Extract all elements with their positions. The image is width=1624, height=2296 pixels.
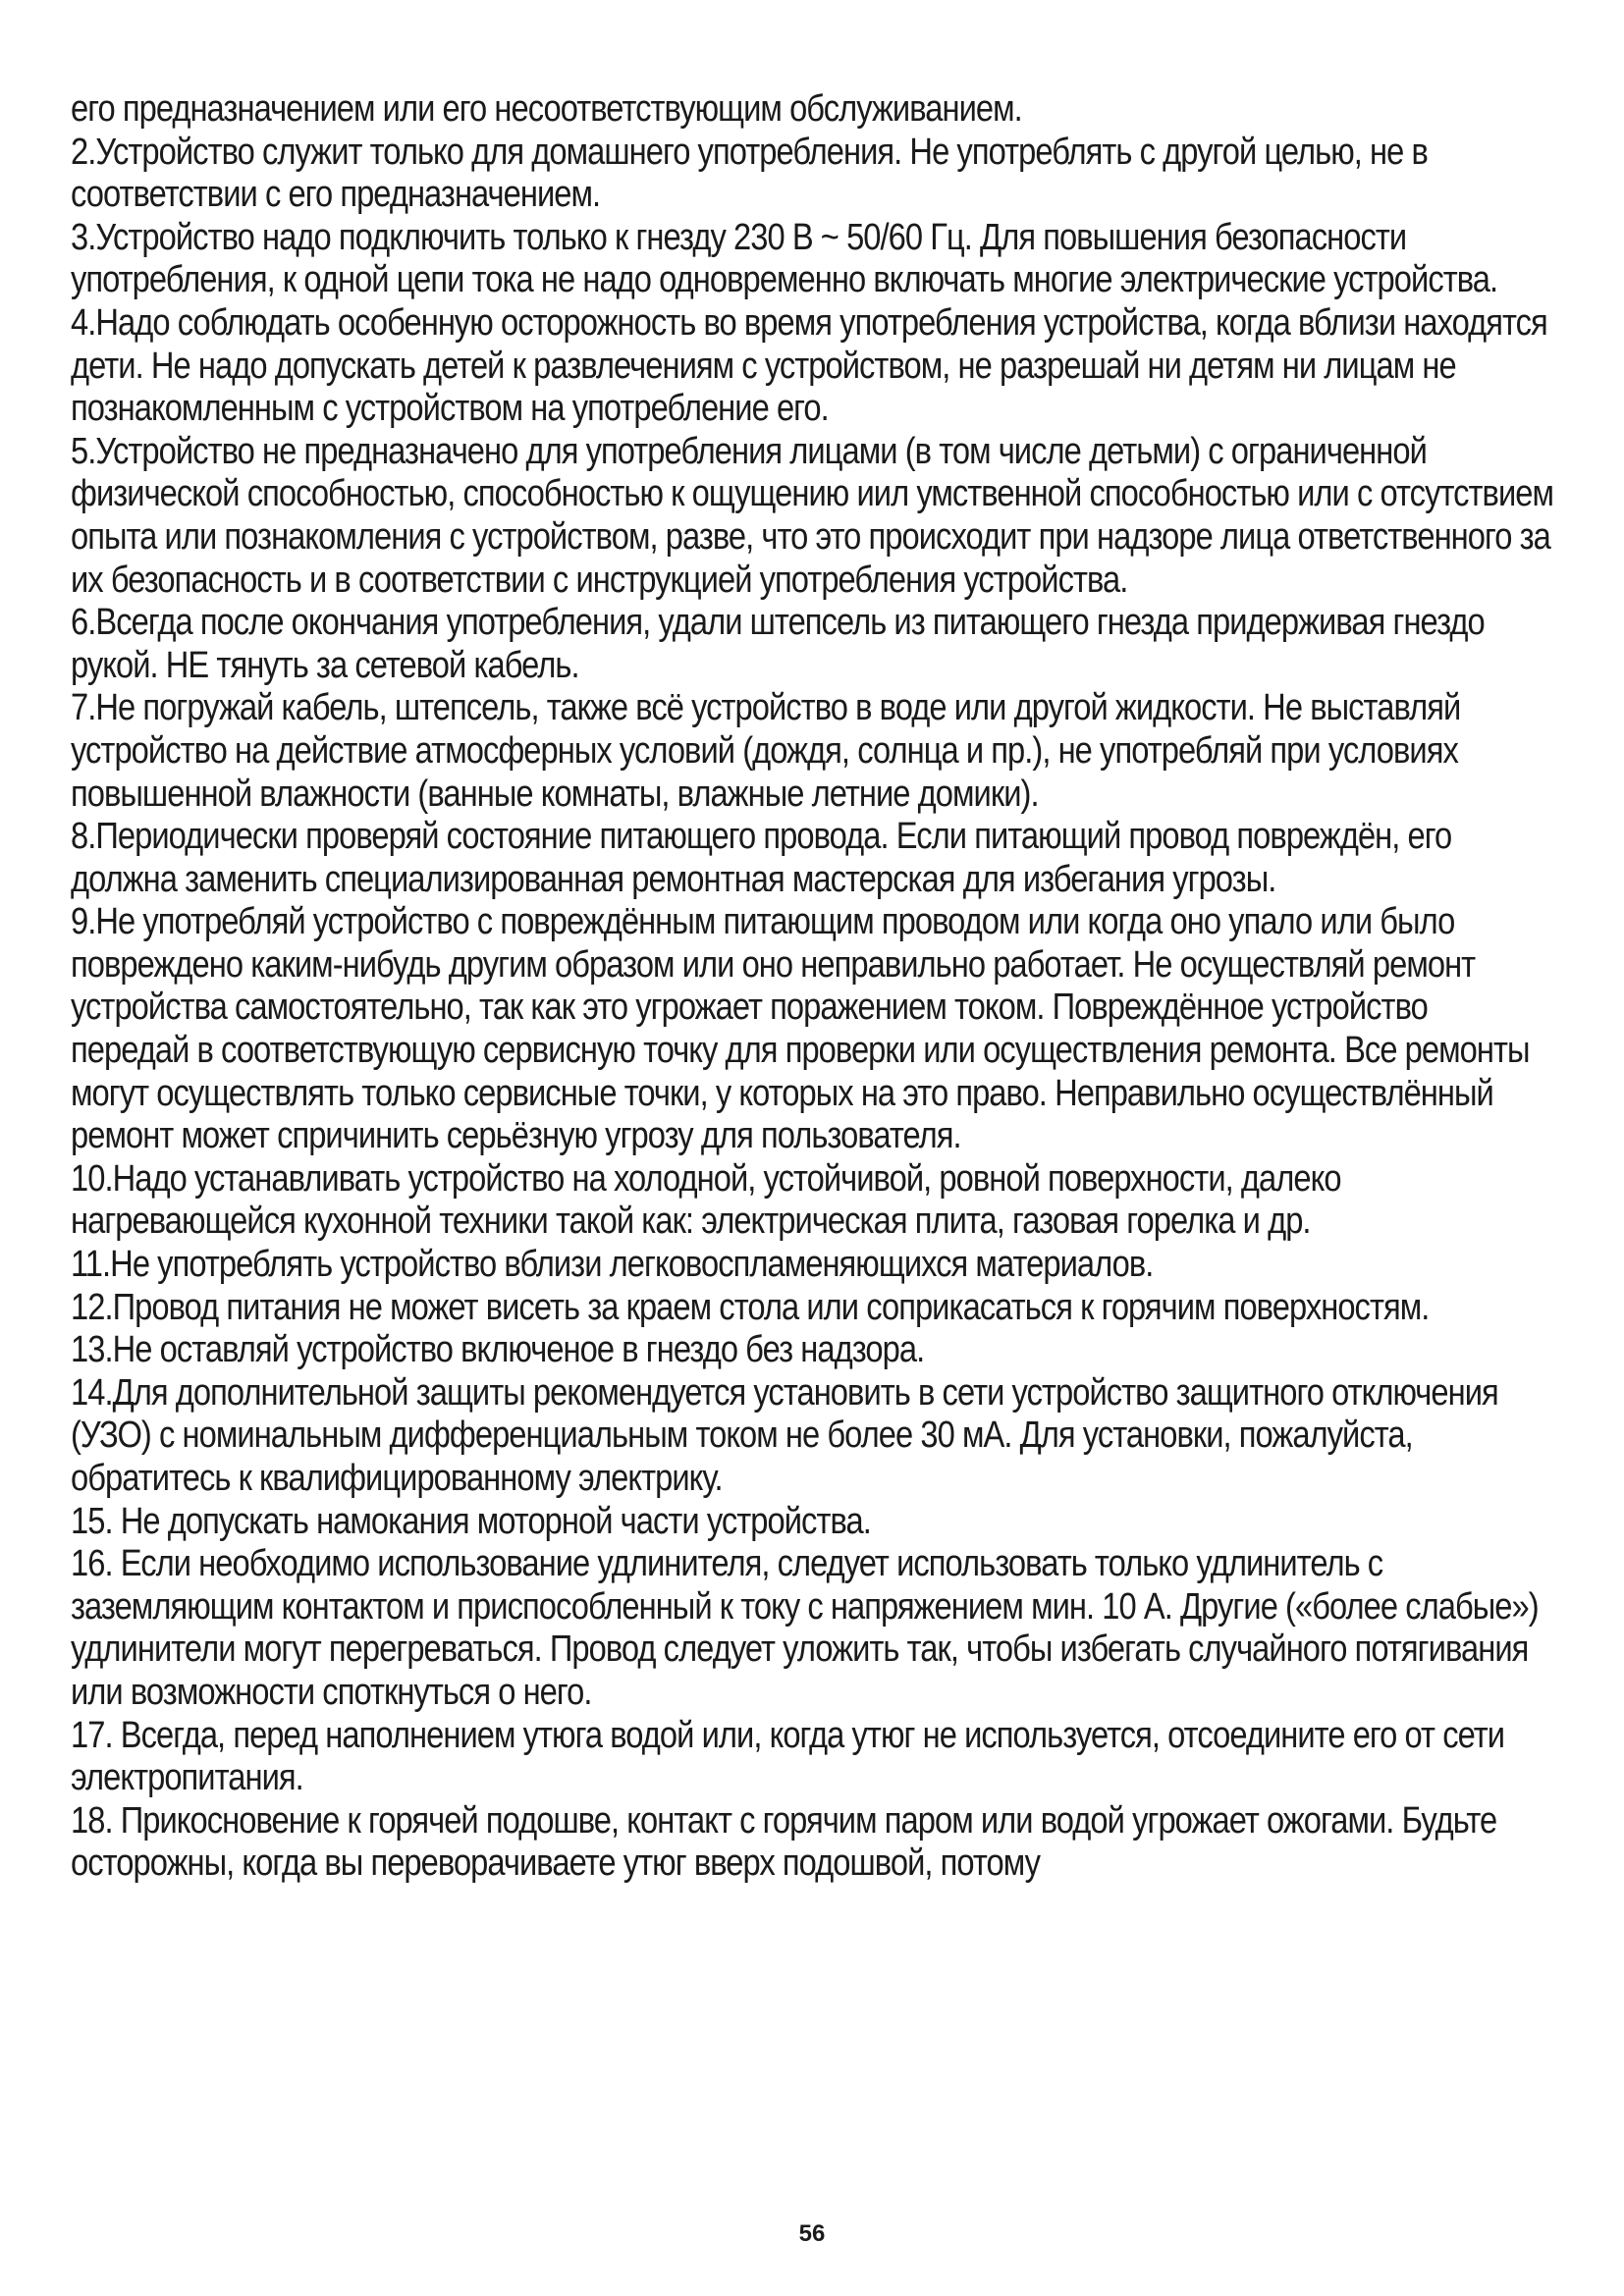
paragraph-12: 12.Провод питания не может висеть за краем стола или соприкасаться к горячим поверхностям. (71, 1286, 1430, 1328)
paragraph-4: 4.Надо соблюдать особенную осторожность во время употребления устройства, когда вблизи находятся дети. Не надо допускать детей к развлечениям с устройством, не разрешай ни детям ни лицам не познакомленным с устройством на употребление его. (71, 301, 1547, 430)
paragraph-3: 3.Устройство надо подключить только к гнезду 230 В ~ 50/60 Гц. Для повышения безопасности употребления, к одной цепи тока не надо одновременно включать многие электрические устройства. (71, 216, 1498, 301)
page-number: 56 (798, 2220, 826, 2247)
paragraph-13: 13.Не оставляй устройство включеное в гнездо без надзора. (71, 1329, 925, 1371)
document-page (71, 88, 1553, 1886)
paragraph-6: 6.Всегда после окончания употребления, удали штепсель из питающего гнезда придерживая гнездо рукой. НЕ тянуть за сетевой кабель. (71, 602, 1485, 686)
paragraph-14: 14.Для дополнительной защиты рекомендуется установить в сети устройство защитного отключения (УЗО) с номинальным дифференциальным током не более 30 мА. Для установки, пожалуйста, обратитесь к квалифицированному электрику. (71, 1371, 1498, 1499)
paragraph-15: 15. Не допускать намокания моторной части устройства. (71, 1500, 871, 1542)
paragraph-17: 17. Всегда, перед наполнением утюга водой или, когда утюг не используется, отсоедините его от сети электропитания. (71, 1714, 1505, 1799)
paragraph-10: 10.Надо устанавливать устройство на холодной, устойчивой, ровной поверхности, далеко нагревающейся кухонной техники такой как: электрическая плита, газовая горелка и др. (71, 1157, 1341, 1243)
paragraph-9: 9.Не употребляй устройство с повреждённым питающим проводом или когда оно упало или было повреждено каким-нибудь другим образом или оно неправильно работает. Не осуществляй ремонт устройства самостоятельно, так как это угрожает поражением током. Повреждённое устройство передай в соответствующую сервисную точку для проверки или осуществления ремонта. Все ремонты могут осуществлять только сервисные точки, у которых на это право. Неправильно осуществлённый ремонт может спричинить серьёзную угрозу для пользователя. (71, 901, 1530, 1157)
safety-instructions-text (71, 88, 1553, 1886)
paragraph-11: 11.Не употреблять устройство вблизи легковоспламеняющихся материалов. (71, 1244, 1154, 1286)
paragraph-8: 8.Периодически проверяй состояние питающего провода. Если питающий провод повреждён, его должна заменить специализированная ремонтная мастерская для избегания угрозы. (71, 816, 1452, 900)
paragraph-continuation: его предназначением или его несоответствующим обслуживанием. (71, 88, 1022, 130)
paragraph-7: 7.Не погружай кабель, штепсель, также всё устройство в воде или другой жидкости. Не выставляй устройство на действие атмосферных условий (дождя, солнца и пр.), не употребляй при условиях повышенной влажности (ванные комнаты, влажные летние домики). (71, 687, 1461, 815)
paragraph-2: 2.Устройство служит только для домашнего употребления. Не употреблять с другой целью, не в соответствии с его предназначением. (71, 131, 1428, 216)
paragraph-16: 16. Если необходимо использование удлинителя, следует использовать только удлинитель с заземляющим контактом и приспособленный к току с напряжением мин. 10 А. Другие («более слабые») удлинители могут перегреваться. Провод следует уложить так, чтобы избегать случайного потягивания или возможности споткнуться о него. (71, 1543, 1539, 1713)
paragraph-5: 5.Устройство не предназначено для употребления лицами (в том числе детьми) с ограниченной физической способностью, способностью к ощущению иил умственной способностью или с отсутствием опыта или познакомления с устройством, разве, что это происходит при надзоре лица ответственного за их безопасность и в соответствии с инструкцией употребления устройства. (71, 430, 1554, 601)
paragraph-18: 18. Прикосновение к горячей подошве, контакт с горячим паром или водой угрожает ожогами. Будьте осторожны, когда вы переворачиваете утюг вверх подошвой, потому (71, 1799, 1497, 1885)
